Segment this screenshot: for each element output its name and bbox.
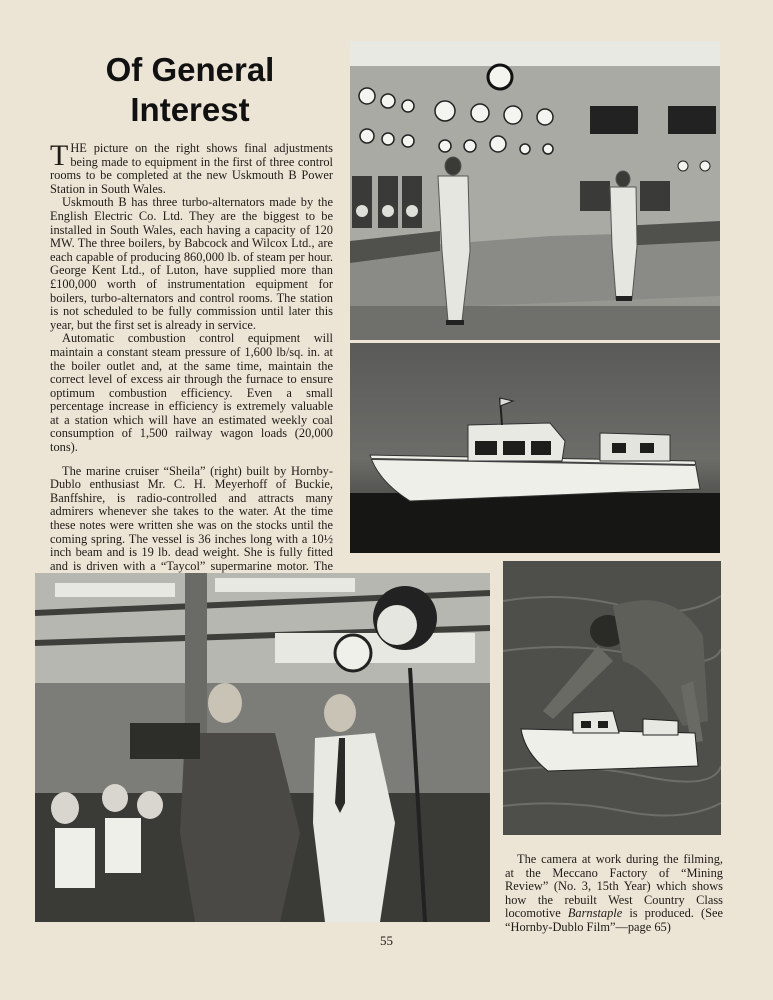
- film-camera-icon: [130, 723, 200, 759]
- paragraph-2: Uskmouth B has three turbo-alternators made by the English Electric Co. Ltd. They are the biggest to be installed in South Wales, each having a capacity of 120 MW. The three boilers, by Babcock and Wilcox Ltd., are each capable of producing 860,000 lb. of steam per hour. George Kent Ltd., of Luton, have supplied more than £100,000 worth of instrumentation equipment for boilers, turbo-alternators and control rooms. The station is not scheduled to be fully commission until later this year, but the first set is already in service.: [50, 195, 333, 332]
- paragraph-3: Automatic combustion control equipment will maintain a constant steam pressure of 1,600 lb/sq. in. at the boiler outlet and, at the same time, maintain the correct level of excess air through the furnace to ensure optimum combustion efficiency. Even a small percentage increase in efficiency is extremely valuable at a station which will have an estimated weekly coal consumption of 1,500 railway wagon loads (20,000 tons).: [50, 331, 333, 455]
- control-room-photo: [350, 41, 720, 340]
- paragraph-1-text: HE picture on the right shows final adjustments being made to equipment in the first of three control rooms to be completed at the new Uskmouth B Power Station in South Wales.: [50, 141, 333, 196]
- drop-cap: T: [50, 139, 69, 172]
- caption-text-a: The camera at work during the filming, at the Meccano Factory of “Mining Review” (No. 3, 15th Year) which shows how the rebuilt West Country Class locomotive: [505, 852, 723, 921]
- caption-text: [505, 853, 723, 935]
- caption-locomotive-name: Barnstaple: [567, 906, 623, 921]
- paragraph-1: [50, 139, 333, 196]
- control-room-illustration: [350, 41, 720, 340]
- caption-text-b: is produced. (See “Hornby-Dublo Film”—page 65): [505, 906, 723, 934]
- cruiser-on-water-photo: [503, 561, 721, 835]
- cruiser-on-water-illustration: [503, 561, 721, 835]
- article-title: [40, 50, 340, 130]
- factory-filming-photo: [35, 573, 490, 922]
- title-line-1: Of General: [105, 51, 275, 88]
- model-cruiser-photo: [350, 343, 720, 553]
- article-body: [50, 139, 333, 601]
- title-line-2: Interest: [130, 91, 250, 128]
- wall-clock-icon: [488, 65, 512, 89]
- paragraph-4-text: The marine cruiser “Sheila” (right) built by Hornby-Dublo enthusiast Mr. C. H. Meyerhoff of Buckie, Banffshire, is radio-controlled and attracts many admirers whenever she takes to the water. At the time these notes were written she was on the stocks until the coming spring. The vessel is 36 inches long with a 10½ inch beam and is 19 lb. dead weight. She is fully fitted and is driven with a “Taycol” supermarine motor. The: [50, 463, 333, 573]
- page-number: 55: [380, 933, 393, 948]
- model-cruiser-illustration: [350, 343, 720, 553]
- factory-filming-illustration: [35, 573, 490, 922]
- photo-caption: [505, 853, 723, 935]
